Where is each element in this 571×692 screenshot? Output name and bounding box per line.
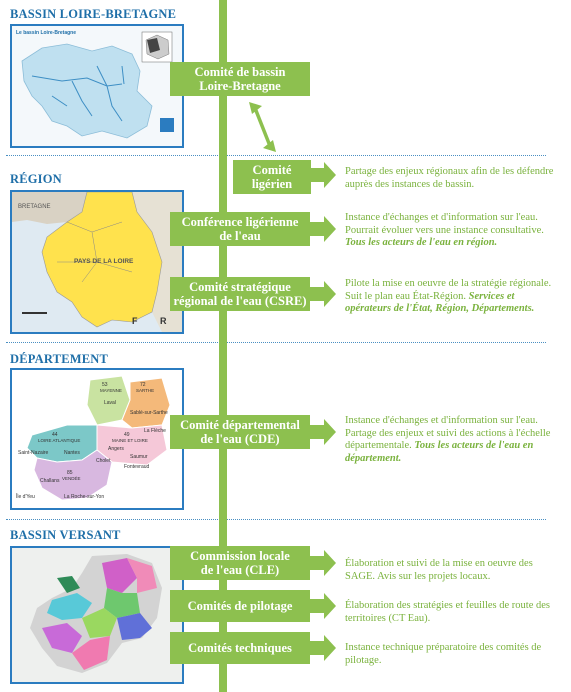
section-title-bassin: BASSIN LOIRE-BRETAGNE [10,7,177,21]
city-label: Angers [108,446,124,452]
city-label: Cholet [96,458,111,464]
box-cde: Comité départemental de l'eau (CDE) [170,415,310,449]
dept-name: MAYENNE [100,388,122,393]
dept-name: LOIRE ATLANTIQUE [38,438,81,443]
section-title-departement: DÉPARTEMENT [10,352,109,366]
description-pilotage: Élaboration des stratégies et feuilles de route des territoires (CT Eau). [345,600,550,624]
section-title-region: RÉGION [10,172,62,186]
city-label: Sablé-sur-Sarthe [130,410,168,416]
city-label: Laval [104,400,116,406]
dept-number: 53 [102,382,108,388]
arrow-right-icon [310,281,336,307]
description-cle: Élaboration et suivi de la mise en oeuvre des SAGE. Avis sur les projets locaux. [345,558,533,582]
map-caption: Le bassin Loire-Bretagne [16,30,77,36]
map-letter: R [160,316,167,326]
description-cde: Instance d'échanges et d'information sur l'eau. Partage des enjeux et suivi des actions à l'échelle départementale. Tous les acteurs de l'eau en département. [345,415,551,464]
dept-name: SARTHE [136,388,155,393]
description-csre: Pilote la mise en oeuvre de la stratégie régionale. Suit le plan eau État-Région. Services et opérateurs de l'État, Région, Départements. [345,278,552,314]
city-label: La Flèche [144,428,166,434]
box-comites-techniques: Comités techniques [170,632,310,664]
box-comite-bassin: Comité de bassin Loire-Bretagne [170,62,310,96]
section-title-bassin-versant: BASSIN VERSANT [10,528,121,542]
double-arrow-icon [249,102,276,152]
city-label: Fontevraud [124,464,150,470]
box-cle: Commission locale de l'eau (CLE) [170,546,310,580]
dept-number: 72 [140,382,146,388]
box-comite-ligerien: Comité ligérien [233,160,311,194]
description-techniques: Instance technique préparatoire des comités de pilotage. [345,642,542,666]
arrow-right-icon [310,162,336,188]
city-label: Nantes [64,450,80,456]
map-label-pays-de-la-loire: PAYS DE LA LOIRE [74,258,134,265]
box-conference-ligerienne: Conférence ligérienne de l'eau [170,212,310,246]
arrow-right-icon [310,419,336,445]
box-comites-pilotage: Comités de pilotage [170,590,310,622]
map-letter: F [132,316,138,326]
city-label: Île d'Yeu [16,494,35,500]
arrow-right-icon [310,635,336,661]
arrow-right-icon [310,593,336,619]
city-label: Saumur [130,454,148,460]
dept-number: 44 [52,432,58,438]
box-csre: Comité stratégique régional de l'eau (CSRE) [170,277,310,311]
city-label: Saint-Nazaire [18,450,49,456]
city-label: Challans [40,478,60,484]
dept-name: MAINE ET LOIRE [112,438,148,443]
description-conference: Instance d'échanges et d'information sur l'eau. Pourrait évoluer vers une instance consultative. Tous les acteurs de l'eau en région. [345,212,544,248]
description-ligerien: Partage des enjeux régionaux afin de les défendre auprès des instances de bassin. [345,166,554,190]
city-label: La Roche-sur-Yon [64,494,105,500]
arrow-right-icon [310,216,336,242]
dept-name: VENDÉE [62,476,81,481]
map-label-bretagne: BRETAGNE [18,204,51,210]
arrow-right-icon [310,550,336,576]
dept-number: 49 [124,432,130,438]
dept-number: 85 [67,470,73,476]
